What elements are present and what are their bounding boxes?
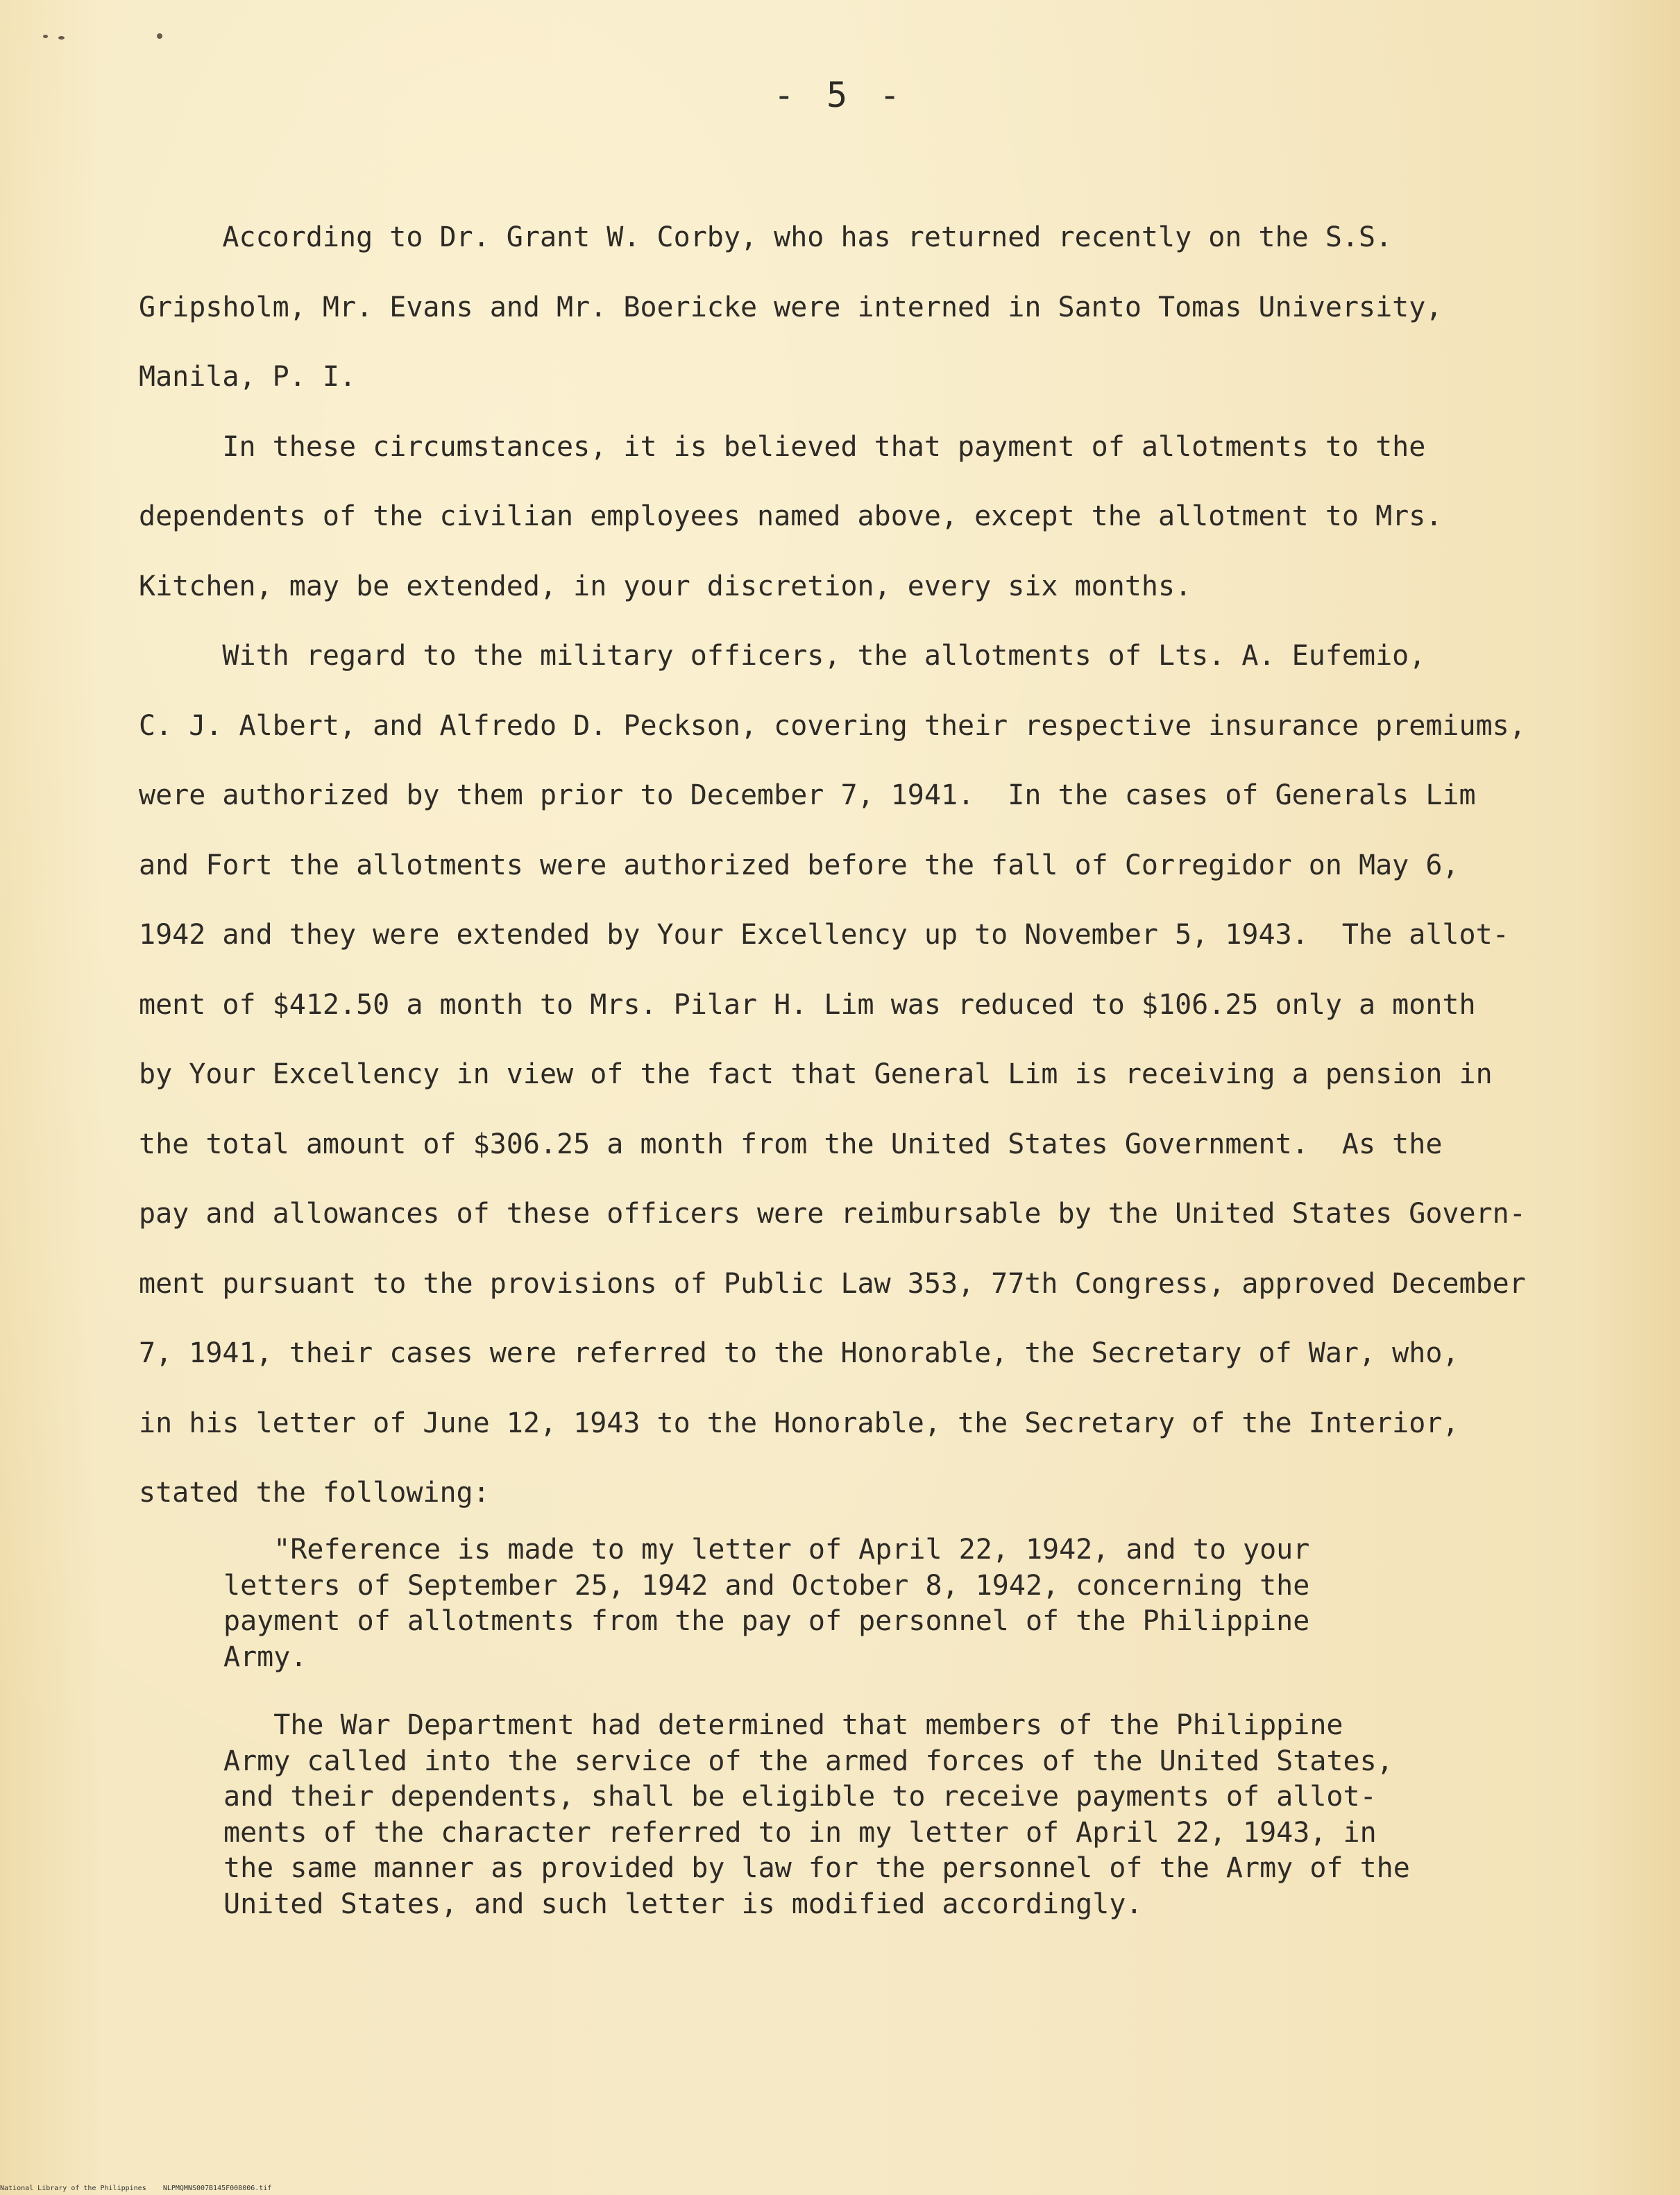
text-line: ment of $412.50 a month to Mrs. Pilar H. Lim was reduced to $106.25 only a month xyxy=(139,988,1476,1021)
text-line: 7, 1941, their cases were referred to the Honorable, the Secretary of War, who, xyxy=(139,1337,1459,1369)
scan-footer xyxy=(0,2185,271,2192)
paper-speck xyxy=(43,35,48,38)
quote-line: payment of allotments from the pay of personnel of the Philippine xyxy=(223,1605,1310,1637)
text-line: With regard to the military officers, the allotments of Lts. A. Eufemio, xyxy=(139,640,1426,672)
text-line: pay and allowances of these officers were reimbursable by the United States Govern- xyxy=(139,1198,1526,1230)
text-line: According to Dr. Grant W. Corby, who has returned recently on the S.S. xyxy=(139,221,1393,253)
text-line: ment pursuant to the provisions of Public Law 353, 77th Congress, approved December xyxy=(139,1267,1526,1300)
text-line: Gripsholm, Mr. Evans and Mr. Boericke were interned in Santo Tomas University, xyxy=(139,291,1443,323)
text-line: 1942 and they were extended by Your Excellency up to November 5, 1943. The allot- xyxy=(139,919,1509,951)
quote-line: letters of September 25, 1942 and October 8, 1942, concerning the xyxy=(223,1569,1310,1602)
text-line: and Fort the allotments were authorized before the fall of Corregidor on May 6, xyxy=(139,849,1459,881)
body-text xyxy=(139,203,1596,1528)
quote-line: ments of the character referred to in my letter of April 22, 1943, in xyxy=(223,1816,1377,1849)
text-line: stated the following: xyxy=(139,1477,490,1509)
block-quote xyxy=(223,1708,1431,1922)
footer-filename: NLPMQMNS007B145F008006.tif xyxy=(162,2185,272,2192)
quote-line: "Reference is made to my letter of April 22, 1942, and to your xyxy=(223,1534,1310,1566)
block-quote xyxy=(223,1532,1431,1675)
page-number: - 5 - xyxy=(773,75,906,115)
quote-line: The War Department had determined that members of the Philippine xyxy=(223,1709,1343,1741)
text-line: In these circumstances, it is believed that payment of allotments to the xyxy=(139,430,1426,463)
paper-speck xyxy=(58,36,65,40)
quote-line: the same manner as provided by law for the personnel of the Army of the xyxy=(223,1852,1410,1884)
quote-line: and their dependents, shall be eligible to receive payments of allot- xyxy=(223,1781,1377,1813)
quote-line: Army. xyxy=(223,1641,307,1673)
text-line: C. J. Albert, and Alfredo D. Peckson, covering their respective insurance premiums, xyxy=(139,709,1526,742)
text-line: dependents of the civilian employees named above, except the allotment to Mrs. xyxy=(139,500,1443,532)
footer-library: National Library of the Philippines xyxy=(0,2185,146,2192)
paper-speck xyxy=(157,33,162,39)
quote-line: United States, and such letter is modified accordingly. xyxy=(223,1888,1143,1920)
quote-line: Army called into the service of the armed forces of the United States, xyxy=(223,1745,1393,1777)
text-line: Kitchen, may be extended, in your discretion, every six months. xyxy=(139,570,1192,602)
text-line: in his letter of June 12, 1943 to the Honorable, the Secretary of the Interior, xyxy=(139,1407,1459,1439)
text-line: the total amount of $306.25 a month from the United States Government. As the xyxy=(139,1128,1443,1160)
text-line: Manila, P. I. xyxy=(139,361,357,393)
text-line: were authorized by them prior to December 7, 1941. In the cases of Generals Lim xyxy=(139,779,1476,811)
text-line: by Your Excellency in view of the fact that General Lim is receiving a pension in xyxy=(139,1058,1493,1090)
